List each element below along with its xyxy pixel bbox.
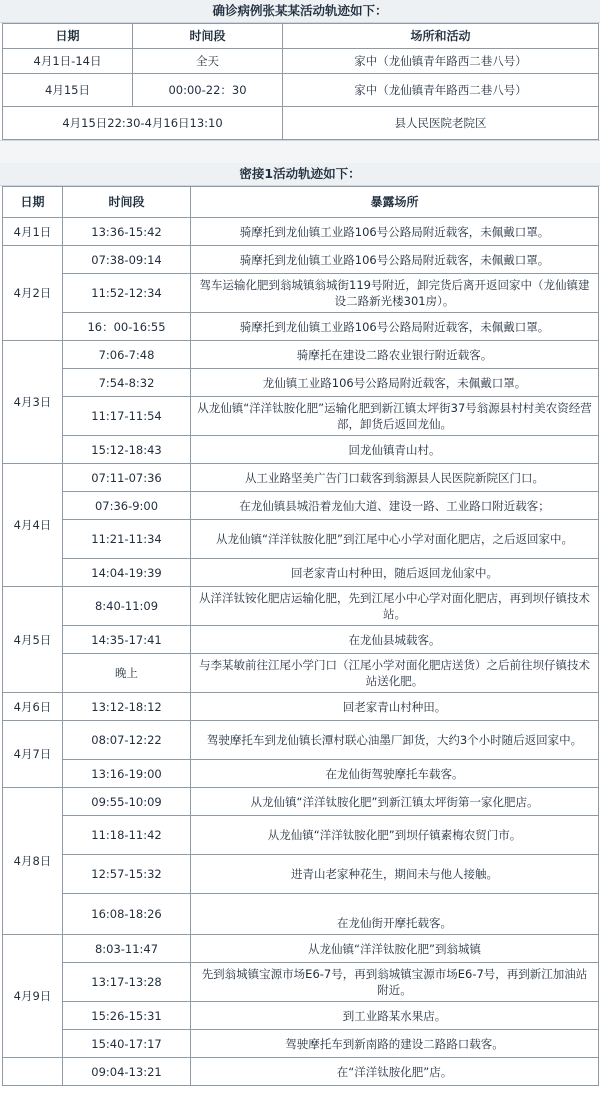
day-date: 4月8日	[3, 788, 63, 935]
place-cell: 骑摩托到龙仙镇工业路106号公路局附近载客，未佩戴口罩。	[191, 218, 599, 246]
time-cell: 7:54-8:32	[63, 369, 191, 397]
case-place: 家中（龙仙镇青年路西二巷八号）	[283, 49, 599, 74]
table-row	[3, 894, 599, 935]
time-cell: 11:17-11:54	[63, 397, 191, 436]
place-cell: 从龙仙镇“洋洋钛胺化肥”到江尾中心小学对面化肥店，之后返回家中。	[191, 520, 599, 559]
case-time: 全天	[133, 49, 283, 74]
time-cell: 11:18-11:42	[63, 816, 191, 855]
table-row	[3, 963, 599, 1002]
table-row	[3, 1058, 599, 1086]
place-cell: 驾车运输化肥到翁城镇翁城街119号附近，卸完货后离开返回家中（龙仙镇建设二路新光楼301房）。	[191, 274, 599, 313]
place-cell: 回老家青山村种田，随后返回龙仙家中。	[191, 559, 599, 587]
table-row	[3, 369, 599, 397]
time-cell: 07:38-09:14	[63, 246, 191, 274]
table-row	[3, 788, 599, 816]
day-date: 4月6日	[3, 693, 63, 721]
case-header-time: 时间段	[133, 24, 283, 49]
case-row	[3, 74, 599, 107]
time-cell: 8:40-11:09	[63, 587, 191, 626]
time-cell: 09:04-13:21	[63, 1058, 191, 1086]
table-row	[3, 816, 599, 855]
place-cell: 从洋洋钛铵化肥店运输化肥，先到江尾小中心学对面化肥店，再到坝仔镇技术站。	[191, 587, 599, 626]
day-date: 4月3日	[3, 341, 63, 464]
place-cell: 回龙仙镇青山村。	[191, 436, 599, 464]
table-row	[3, 246, 599, 274]
day-date: 4月1日	[3, 218, 63, 246]
table-row	[3, 587, 599, 626]
case-table	[2, 23, 599, 140]
time-cell: 13:12-18:12	[63, 693, 191, 721]
place-cell: 在龙仙镇县城沿着龙仙大道、建设一路、工业路口附近载客；	[191, 492, 599, 520]
place-cell: 先到翁城镇宝源市场E6-7号，再到翁城镇宝源市场E6-7号，再到新江加油站附近。	[191, 963, 599, 1002]
case-date: 4月15日	[3, 74, 133, 107]
day-date	[3, 1058, 63, 1086]
place-cell: 从龙仙镇“洋洋钛胺化肥”运输化肥到新江镇太坪街37号翁源县村村美农资经营部，卸货后返回龙仙。	[191, 397, 599, 436]
contact-table	[2, 186, 599, 1086]
table-row	[3, 492, 599, 520]
table-row	[3, 1030, 599, 1058]
place-cell: 从工业路坚美广告门口载客到翁源县人民医院新院区门口。	[191, 464, 599, 492]
time-cell: 09:55-10:09	[63, 788, 191, 816]
case-title: 确诊病例张某某活动轨迹如下：	[0, 0, 600, 23]
table-row	[3, 436, 599, 464]
time-cell: 晚上	[63, 654, 191, 693]
time-cell: 16：00-16:55	[63, 313, 191, 341]
time-cell: 13:16-19:00	[63, 760, 191, 788]
time-cell: 13:17-13:28	[63, 963, 191, 1002]
contact-body	[3, 218, 599, 1086]
table-row	[3, 693, 599, 721]
table-row	[3, 654, 599, 693]
table-row	[3, 1002, 599, 1030]
case-date: 4月15日22:30-4月16日13:10	[3, 107, 283, 140]
place-cell: 在龙仙街驾驶摩托车载客。	[191, 760, 599, 788]
contact-header-place: 暴露场所	[191, 187, 599, 218]
day-date: 4月7日	[3, 721, 63, 788]
contact-header-time: 时间段	[63, 187, 191, 218]
time-cell: 11:21-11:34	[63, 520, 191, 559]
place-cell: 进青山老家种花生，期间未与他人接触。	[191, 855, 599, 894]
table-row	[3, 760, 599, 788]
table-row	[3, 464, 599, 492]
place-cell: 在“洋洋钛胺化肥”店。	[191, 1058, 599, 1086]
place-cell: 在龙仙县城载客。	[191, 626, 599, 654]
case-header-row	[3, 24, 599, 49]
time-cell: 14:04-19:39	[63, 559, 191, 587]
day-date: 4月4日	[3, 464, 63, 587]
time-cell: 8:03-11:47	[63, 935, 191, 963]
time-cell: 14:35-17:41	[63, 626, 191, 654]
place-cell: 从龙仙镇“洋洋钛胺化肥”到翁城镇	[191, 935, 599, 963]
time-cell: 15:40-17:17	[63, 1030, 191, 1058]
case-place: 家中（龙仙镇青年路西二巷八号）	[283, 74, 599, 107]
day-date: 4月9日	[3, 935, 63, 1058]
contact-title: 密接1活动轨迹如下：	[0, 163, 600, 186]
time-cell: 11:52-12:34	[63, 274, 191, 313]
contact-header-date: 日期	[3, 187, 63, 218]
place-cell: 龙仙镇工业路106号公路局附近载客，未佩戴口罩。	[191, 369, 599, 397]
case-header-place: 场所和活动	[283, 24, 599, 49]
place-cell: 回老家青山村种田。	[191, 693, 599, 721]
day-date: 4月5日	[3, 587, 63, 693]
table-row	[3, 721, 599, 760]
case-time: 00:00-22：30	[133, 74, 283, 107]
table-row	[3, 313, 599, 341]
place-cell: 到工业路某水果店。	[191, 1002, 599, 1030]
case-header-date: 日期	[3, 24, 133, 49]
table-row	[3, 274, 599, 313]
table-row	[3, 559, 599, 587]
time-cell: 07:11-07:36	[63, 464, 191, 492]
place-cell: 骑摩托在建设二路农业银行附近载客。	[191, 341, 599, 369]
section-gap	[0, 140, 600, 163]
time-cell: 13:36-15:42	[63, 218, 191, 246]
table-row	[3, 218, 599, 246]
place-cell: 从龙仙镇“洋洋钛胺化肥”到新江镇太坪街第一家化肥店。	[191, 788, 599, 816]
table-row	[3, 855, 599, 894]
table-row	[3, 520, 599, 559]
place-cell: 驾驶摩托车到新南路的建设二路路口载客。	[191, 1030, 599, 1058]
table-row	[3, 935, 599, 963]
time-cell: 16:08-18:26	[63, 894, 191, 935]
case-row	[3, 49, 599, 74]
time-cell: 08:07-12:22	[63, 721, 191, 760]
day-date: 4月2日	[3, 246, 63, 341]
contact-header-row	[3, 187, 599, 218]
case-date: 4月1日-14日	[3, 49, 133, 74]
place-cell: 从龙仙镇“洋洋钛胺化肥”到坝仔镇素梅农贸门市。	[191, 816, 599, 855]
place-cell: 驾驶摩托车到龙仙镇长潭村联心油墨厂卸货，大约3个小时随后返回家中。	[191, 721, 599, 760]
table-row	[3, 341, 599, 369]
case-place: 县人民医院老院区	[283, 107, 599, 140]
table-row	[3, 397, 599, 436]
place-cell: 在龙仙街开摩托载客。	[191, 894, 599, 935]
place-cell: 与李某敏前往江尾小学门口（江尾小学对面化肥店送货）之后前往坝仔镇技术站送化肥。	[191, 654, 599, 693]
table-row	[3, 626, 599, 654]
time-cell: 07:36-9:00	[63, 492, 191, 520]
time-cell: 15:12-18:43	[63, 436, 191, 464]
time-cell: 12:57-15:32	[63, 855, 191, 894]
time-cell: 7:06-7:48	[63, 341, 191, 369]
place-cell: 骑摩托到龙仙镇工业路106号公路局附近载客，未佩戴口罩。	[191, 246, 599, 274]
case-row	[3, 107, 599, 140]
time-cell: 15:26-15:31	[63, 1002, 191, 1030]
place-cell: 骑摩托到龙仙镇工业路106号公路局附近载客，未佩戴口罩。	[191, 313, 599, 341]
